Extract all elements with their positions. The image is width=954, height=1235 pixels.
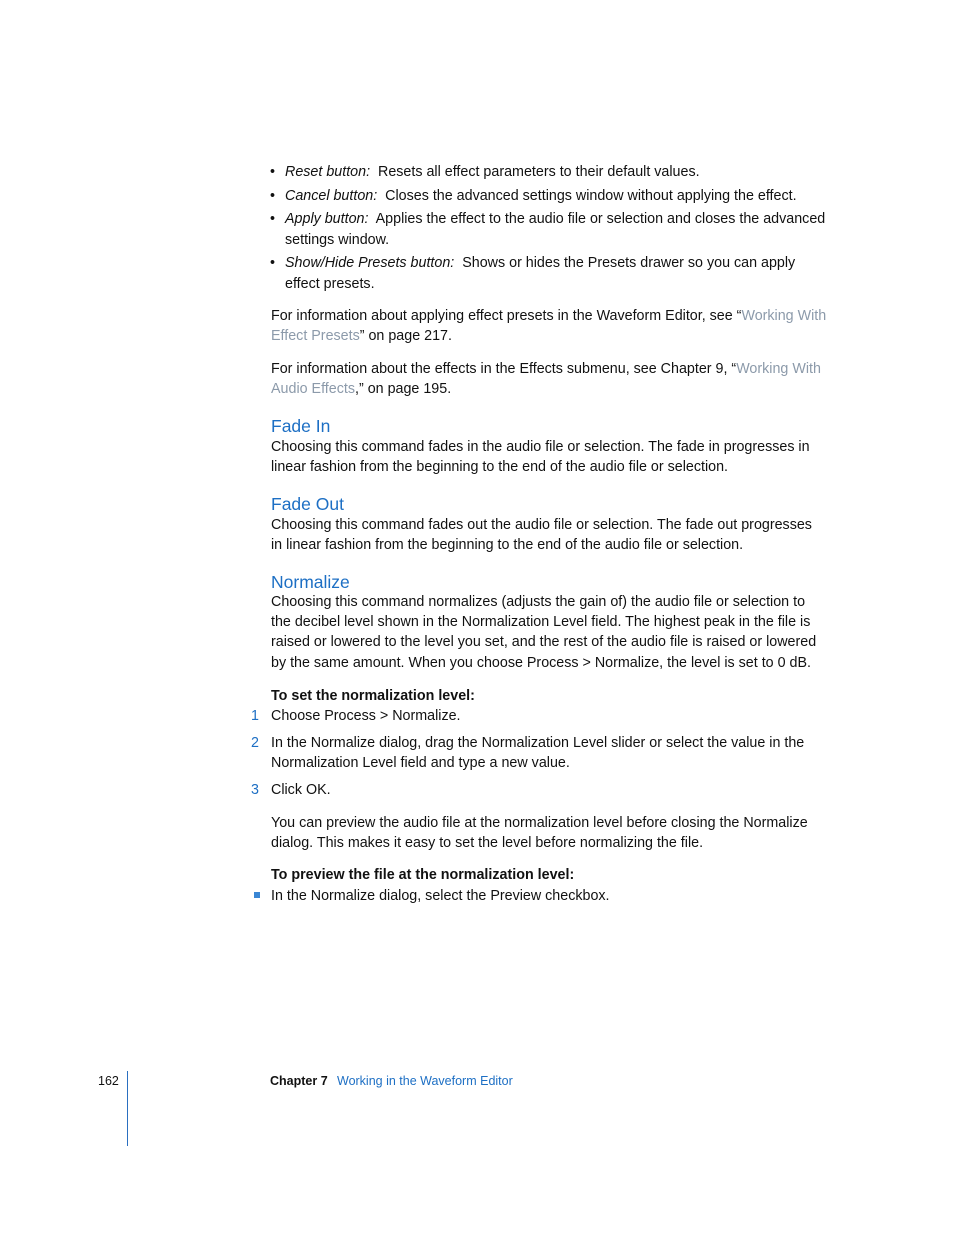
normalize-heading: Normalize [271, 572, 350, 592]
step-text: In the Normalize dialog, drag the Normalization Level slider or select the value in the Normalization Level field and type a new value. [271, 735, 805, 772]
preview-note: You can preview the audio file at the normalization level before closing the Normalize dialog. This makes it easy to set the level before normalizing the file. [271, 815, 808, 852]
list-item-text: Closes the advanced settings window without applying the effect. [385, 187, 797, 204]
list-item-term: Show/Hide Presets button: [285, 255, 455, 272]
audio-effects-paragraph: For information about the effects in the Effects submenu, see Chapter 9, “Working With Audio Effects,” on page 195. [271, 361, 821, 398]
list-item: • Show/Hide Presets button: Shows or hides the Presets drawer so you can apply effect presets. [270, 255, 796, 292]
button-description-list [270, 162, 830, 297]
effect-presets-paragraph: For information about applying effect presets in the Waveform Editor, see “Working With Effect Presets” on page 217. [271, 308, 827, 345]
preview-task-label: To preview the file at the normalization level: [271, 867, 575, 883]
footer-chapter: Chapter 7 [270, 1074, 328, 1088]
list-item-text: Shows or hides the Presets drawer so you can apply effect presets. [285, 255, 796, 292]
step-number: 2 [251, 735, 259, 751]
fade-out-body: Choosing this command fades out the audio file or selection. The fade out progresses in linear fashion from the beginning to the end of the audio file or selection. [271, 517, 812, 554]
square-bullet-icon [254, 892, 260, 898]
fade-out-heading: Fade Out [271, 494, 344, 514]
step-number: 1 [251, 708, 259, 724]
normalize-body: Choosing this command normalizes (adjusts the gain of) the audio file or selection to the decibel level shown in the Normalization Level field. The highest peak in the file is raised or lowered to the level you set, and the rest of the audio file is raised or lowered by the same amount. When you choose Process > Normalize, the level is set to 0 dB. [271, 594, 817, 671]
list-item: • Apply button: Applies the effect to the audio file or selection and closes the advanced settings window. [270, 211, 826, 248]
audio-effects-link[interactable]: Working With Audio Effects [271, 361, 821, 398]
list-item-term: Cancel button: [285, 187, 378, 204]
step-text: Choose Process > Normalize. [271, 708, 461, 724]
list-item-text: Resets all effect parameters to their default values. [378, 164, 700, 180]
list-item-term: Reset button: [285, 164, 371, 180]
list-item: • Cancel button: Closes the advanced settings window without applying the effect. [270, 187, 797, 204]
footer-chapter-title: Working in the Waveform Editor [337, 1074, 513, 1088]
task-label: To set the normalization level: [271, 688, 475, 704]
effect-presets-link[interactable]: Working With Effect Presets [271, 308, 827, 345]
fade-in-heading: Fade In [271, 416, 331, 436]
preview-step-text: In the Normalize dialog, select the Preview checkbox. [271, 888, 610, 904]
list-item-text: Applies the effect to the audio file or selection and closes the advanced settings window. [285, 211, 826, 248]
page-number: 162 [98, 1074, 119, 1088]
list-item: • Reset button: Resets all effect parameters to their default values. [270, 164, 700, 180]
footer-divider [127, 1071, 128, 1146]
step-number: 3 [251, 782, 259, 798]
fade-in-body: Choosing this command fades in the audio file or selection. The fade in progresses in linear fashion from the beginning to the end of the audio file or selection. [271, 439, 810, 476]
step-text: Click OK. [271, 782, 331, 798]
list-item-term: Apply button: [285, 211, 369, 228]
